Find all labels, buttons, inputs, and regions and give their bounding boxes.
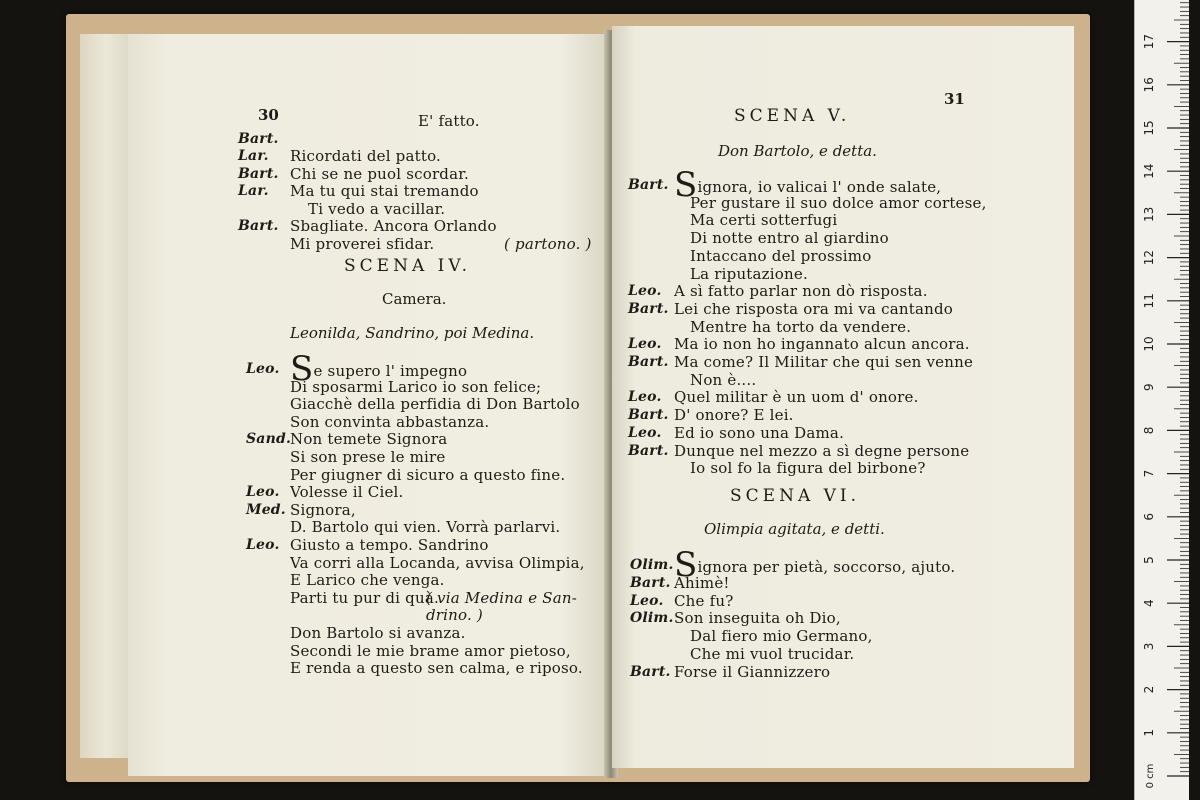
ruler-scale — [1135, 0, 1189, 800]
verse-line — [290, 395, 580, 413]
verse-text: Che mi vuol trucidar. — [690, 645, 855, 663]
verse-text: Ti vedo a vacillar. — [308, 199, 446, 218]
ruler-label: 3 — [1142, 642, 1156, 651]
scene-heading: SCENA IV. — [344, 256, 472, 276]
verse-text: Intaccano del prossimo — [690, 246, 872, 265]
verse-line — [308, 200, 445, 218]
verse-text: A sì fatto parlar non dò risposta. — [674, 282, 928, 301]
scene-heading: SCENA VI. — [730, 486, 861, 506]
verse-line — [674, 663, 830, 681]
verse-text: ignora per pietà, soccorso, ajuto. — [697, 558, 956, 576]
verse-text: Dal fiero mio Germano, — [690, 627, 873, 646]
ruler-label: 17 — [1142, 33, 1156, 50]
verse-line — [690, 627, 873, 645]
verse-line — [290, 466, 565, 484]
speaker-label: Leo. — [628, 283, 662, 300]
verse-text: Ma come? Il Militar che qui sen venne — [674, 353, 974, 371]
verse-text: Son convinta abbastanza. — [290, 412, 490, 431]
verse-text: E Larico che venga. — [290, 571, 445, 590]
verse-text: Sbagliate. Ancora Orlando — [290, 217, 497, 235]
verse-line — [690, 318, 911, 336]
ruler-label: 9 — [1142, 383, 1156, 392]
verse-text: Mi proverei sfidar. — [290, 234, 435, 253]
speaker-label: Sand. — [246, 431, 292, 448]
speaker-label: Bart. — [628, 442, 669, 459]
verse-text: Ma tu qui stai tremando — [290, 182, 479, 200]
speaker-label: Leo. — [246, 361, 280, 377]
verse-line — [290, 147, 441, 165]
speaker-label: Bart. — [628, 407, 669, 424]
verse-line — [690, 211, 837, 229]
verse-line — [418, 112, 480, 130]
verse-text: Son inseguita oh Dio, — [674, 609, 841, 628]
verse-line — [690, 194, 987, 212]
scene-characters: Olimpia agitata, e detti. — [704, 520, 885, 538]
stage-direction: ( via Medina e San- — [426, 588, 578, 607]
verse-line — [674, 335, 970, 353]
verse-line — [690, 371, 756, 389]
ruler-label: 1 — [1142, 728, 1156, 737]
speaker-label: Bart. — [630, 663, 671, 680]
stage-direction: ( partono. ) — [504, 234, 592, 253]
speaker-label: Bart. — [628, 354, 669, 370]
verse-text: Non temete Signora — [290, 430, 448, 449]
verse-line — [290, 554, 585, 572]
verse-text: Per giugner di sicuro a questo fine. — [290, 465, 566, 484]
verse-text: Dunque nel mezzo a sì degne persone — [674, 441, 970, 460]
ruler-label: 5 — [1142, 556, 1156, 564]
speaker-label: Bart. — [630, 574, 671, 591]
verse-text: Si son prese le mire — [290, 448, 446, 466]
verse-text: Ma io non ho ingannato alcun ancora. — [674, 335, 970, 354]
ruler-label: 10 — [1142, 336, 1156, 352]
speaker-label: Leo. — [246, 484, 280, 501]
verse-line — [674, 424, 844, 442]
ruler-label: 11 — [1142, 293, 1156, 309]
verse-text: E' fatto. — [418, 112, 480, 130]
verse-line — [674, 282, 928, 300]
verse-text: e supero l' impegno — [313, 362, 468, 380]
verse-line — [290, 217, 497, 235]
speaker-label: Olim. — [630, 557, 674, 573]
verse-text: Quel militar è un uom d' onore. — [674, 388, 919, 407]
drop-initial: S — [674, 545, 698, 585]
speaker-label: Olim. — [630, 610, 674, 627]
verse-text: Che fu? — [674, 591, 734, 610]
ruler-label: 6 — [1142, 512, 1156, 521]
speaker-label: Bart. — [628, 300, 669, 317]
verse-line — [690, 229, 889, 247]
speaker-label: Bart. — [238, 165, 279, 182]
verse-line — [290, 483, 403, 501]
verse-text: Mentre ha torto da vendere. — [690, 317, 912, 336]
ruler-label: 15 — [1142, 120, 1156, 136]
verse-line — [674, 406, 794, 424]
stage-direction: drino. ) — [426, 606, 483, 625]
speaker-label: Med. — [246, 501, 286, 518]
verse-line — [290, 659, 583, 677]
verse-text: Non è.... — [690, 370, 757, 389]
verse-text: Secondi le mie brame amor pietoso, — [290, 641, 571, 660]
verse-text: Ma certi sotterfugi — [690, 211, 838, 230]
verse-text: Per gustare il suo dolce amor cortese, — [690, 193, 987, 212]
verse-text: Parti tu pur di quà. — [290, 588, 439, 607]
verse-line — [290, 518, 560, 536]
verse-line — [290, 165, 469, 183]
verse-text: Va corri alla Locanda, avvisa Olimpia, — [290, 553, 585, 572]
scene-characters: Leonilda, Sandrino, poi Medina. — [290, 324, 535, 342]
speaker-label: Bart. — [238, 218, 279, 234]
verse-text: Giusto a tempo. Sandrino — [290, 536, 489, 554]
drop-initial: S — [290, 349, 314, 389]
verse-text: La riputazione. — [690, 264, 808, 283]
scene-characters: Don Bartolo, e detta. — [718, 142, 877, 160]
verse-text: Di sposarmi Larico io son felice; — [290, 377, 542, 396]
ruler-label: 7 — [1142, 469, 1156, 478]
verse-line — [290, 536, 489, 554]
verse-line — [290, 571, 445, 589]
verse-line — [690, 247, 871, 265]
verse-text: E renda a questo sen calma, e riposo. — [290, 659, 583, 678]
verse-line — [674, 574, 730, 592]
ruler-label: 4 — [1142, 599, 1156, 608]
speaker-label: Leo. — [628, 336, 662, 353]
verse-line — [674, 442, 969, 460]
verse-text: Di notte entro al giardino — [690, 229, 889, 248]
verse-line — [290, 589, 439, 607]
verse-line — [674, 592, 733, 610]
verse-text: Forse il Giannizzero — [674, 662, 831, 681]
left-page — [128, 34, 610, 776]
verse-line — [290, 624, 466, 642]
verse-line — [674, 388, 919, 406]
verse-line — [674, 300, 953, 318]
verse-text: Ed io sono una Dama. — [674, 423, 845, 442]
verse-text: D. Bartolo qui vien. Vorrà parlarvi. — [290, 518, 561, 537]
speaker-label: Leo. — [628, 389, 662, 406]
page-number: 31 — [944, 90, 965, 108]
speaker-label: Bart. — [628, 177, 669, 193]
verse-text: D' onore? E lei. — [674, 406, 794, 425]
ruler-label: 0 cm — [1145, 763, 1156, 789]
speaker-label: Bart. — [238, 130, 279, 147]
verse-text: Ricordati del patto. — [290, 147, 442, 165]
ruler-label: 2 — [1142, 685, 1156, 694]
ruler-label: 8 — [1142, 426, 1156, 435]
verse-line — [674, 609, 841, 627]
verse-text: Volesse il Ciel. — [290, 483, 404, 502]
speaker-label: Leo. — [246, 537, 280, 553]
page-number: 30 — [258, 106, 279, 124]
drop-initial: S — [674, 165, 698, 205]
verse-line — [674, 353, 973, 371]
verse-line — [290, 378, 541, 396]
right-page — [612, 26, 1074, 768]
verse-line — [290, 235, 434, 253]
ruler-label: 13 — [1142, 206, 1156, 223]
verse-line — [690, 265, 808, 283]
verse-line — [290, 642, 571, 660]
speaker-label: Lar. — [238, 148, 269, 164]
verse-line — [290, 448, 446, 466]
scene-setting: Camera. — [382, 290, 447, 308]
verse-line — [290, 430, 447, 448]
speaker-label: Lar. — [238, 183, 269, 199]
verse-line — [290, 501, 356, 519]
verse-text: Giacchè della perfidia di Don Bartolo — [290, 395, 580, 414]
verse-text: ignora, io valicai l' onde salate, — [697, 178, 942, 196]
verse-line — [290, 182, 479, 200]
verse-text: Signora, — [290, 500, 356, 519]
verse-line — [690, 645, 854, 663]
verse-text: Don Bartolo si avanza. — [290, 624, 466, 642]
ruler-label: 12 — [1142, 249, 1156, 266]
verse-text: Chi se ne puol scordar. — [290, 164, 469, 183]
verse-text: Io sol fo la figura del birbone? — [690, 459, 926, 478]
verse-line — [690, 459, 926, 477]
verse-line — [290, 413, 489, 431]
verse-text: Lei che risposta ora mi va cantando — [674, 299, 953, 318]
ruler-label: 16 — [1142, 77, 1156, 93]
ruler-label: 14 — [1142, 163, 1156, 179]
scene-heading: SCENA V. — [734, 106, 851, 126]
speaker-label: Leo. — [628, 424, 662, 441]
speaker-label: Leo. — [630, 592, 664, 609]
measuring-ruler — [1134, 0, 1189, 800]
verse-text: Ahimè! — [674, 573, 730, 592]
